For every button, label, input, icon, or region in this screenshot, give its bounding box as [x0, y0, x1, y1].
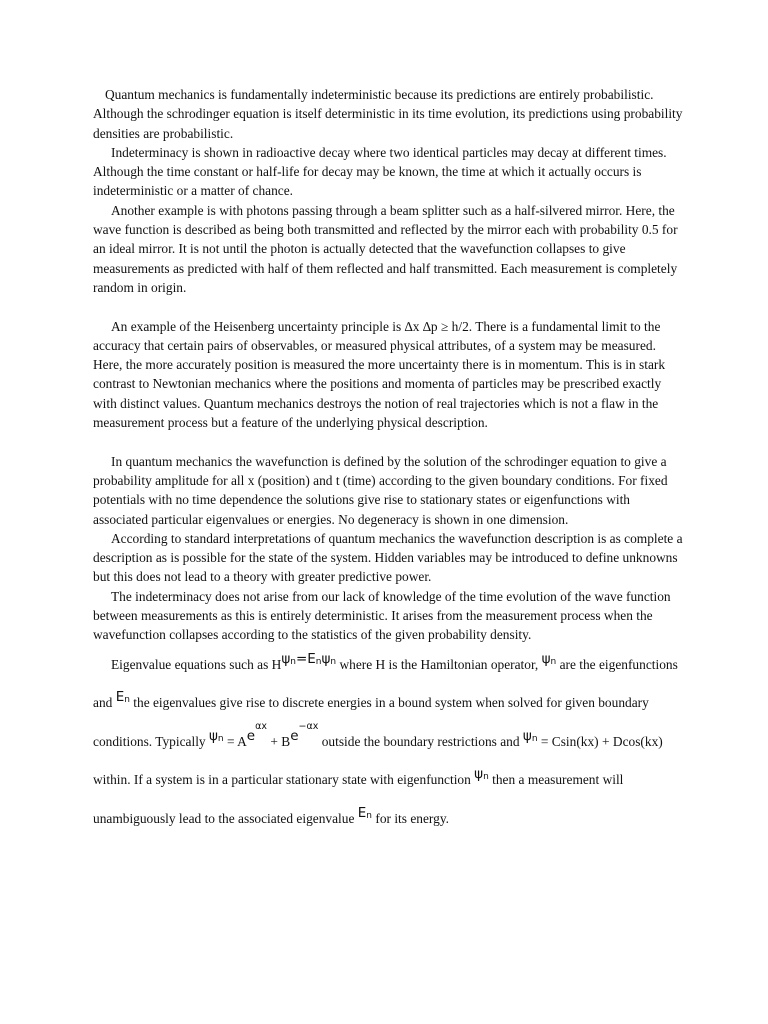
- eigen-text: then a measurement will unambiguously lead to the associated eigenvalue: [93, 772, 624, 826]
- eigen-text: for its energy.: [372, 810, 449, 826]
- paragraph-radioactive-decay: Indeterminacy is shown in radioactive decay where two identical particles may decay at different times. Although the time constant or half-life for decay may be known, the time at which it actually occurs is indeterministic or a matter of chance.: [93, 144, 667, 199]
- paragraph-wavefunction: In quantum mechanics the wavefunction is defined by the solution of the schrodinger equation to give a probability amplitude for all x (position) and t (time) according to the given boundary conditions. For fixed potentials with no time dependence the solutions give rise to stationary states or eigenfunctions with associated particular eigenvalues or energies. No degeneracy is shown in one dimension.: [93, 453, 668, 527]
- paragraph-beam-splitter: Another example is with photons passing through a beam splitter such as a half-silvered mirror. Here, the wave function is described as being both transmitted and reflected by the mirror each with probability 0.5 for an ideal mirror. It is not until the photon is actually detected that the wavefunction collapses to give measurements as predicted with half of them reflected and half transmitted. Each measurement is completely random in origin.: [93, 202, 678, 295]
- eigen-text: are the eigenfunctions and: [93, 656, 678, 711]
- psi-symbol: ψn: [541, 650, 557, 667]
- paragraph-indeterminacy: The indeterminacy does not arise from our lack of knowledge of the time evolution of the wave function between measurements as this is entirely deterministic. It arises from the measurement process when the wavefunction collapses according to the statistics of the given probability density.: [93, 588, 671, 643]
- paragraph-quantum-indeterminism: Quantum mechanics is fundamentally indeterministic because its predictions are entirely probabilistic. Although the schrodinger equation is itself deterministic in its time evolution, its predictions using probability densities are probabilistic.: [93, 87, 683, 141]
- paragraph-interpretations: According to standard interpretations of quantum mechanics the wavefunction description is as complete a description as is possible for the state of the system. Hidden variables may be introduced to define unknowns but this does not lead to a theory with greater predictive power.: [93, 530, 683, 585]
- energy-symbol: En: [357, 804, 373, 821]
- exponential-term: $e^{-\alpha x}$: [290, 720, 319, 744]
- eigen-text: outside the boundary restrictions and: [318, 733, 523, 749]
- psi-symbol: ψn: [474, 766, 489, 783]
- eigen-text: the eigenvalues give rise to discrete energies in a bound system when solved for given boundary conditions. Typically: [93, 695, 649, 749]
- psi-symbol: ψn=Enψn: [281, 650, 337, 667]
- eigen-text: = A: [223, 733, 247, 749]
- psi-symbol: ψn: [208, 727, 224, 744]
- paragraph-spacer: [93, 432, 685, 451]
- eigen-text: Eigenvalue equations such as H: [111, 656, 282, 672]
- paragraph-spacer: [93, 297, 685, 316]
- document-body: [93, 85, 685, 840]
- paragraph-heisenberg: An example of the Heisenberg uncertainty principle is ∆x ∆p ≥ h/2. There is a fundamental limit to the accuracy that certain pairs of observables, or measured physical attributes, of a system may be measured. Here, the more accurately position is measured the more uncertainty there is in momentum. This is in stark contrast to Newtonian mechanics where the positions and momenta of particles may be prescribed exactly with distinct values. Quantum mechanics destroys the notion of real trajectories which is not a flaw in the measurement process but a feature of the underlying physical description.: [93, 318, 666, 431]
- paragraph-eigenvalue-equations: [93, 647, 685, 840]
- exponential-term: $e^{\alpha x}$: [246, 720, 267, 744]
- eigen-text: where H is the Hamiltonian operator,: [336, 656, 542, 672]
- eigen-text: + B: [267, 733, 291, 749]
- eigen-text: = Csin(kx) + Dcos(kx) within. If a system is in a particular stationary state with eigenfunction: [93, 733, 663, 788]
- psi-symbol: ψn: [522, 727, 538, 744]
- energy-symbol: En: [115, 689, 130, 706]
